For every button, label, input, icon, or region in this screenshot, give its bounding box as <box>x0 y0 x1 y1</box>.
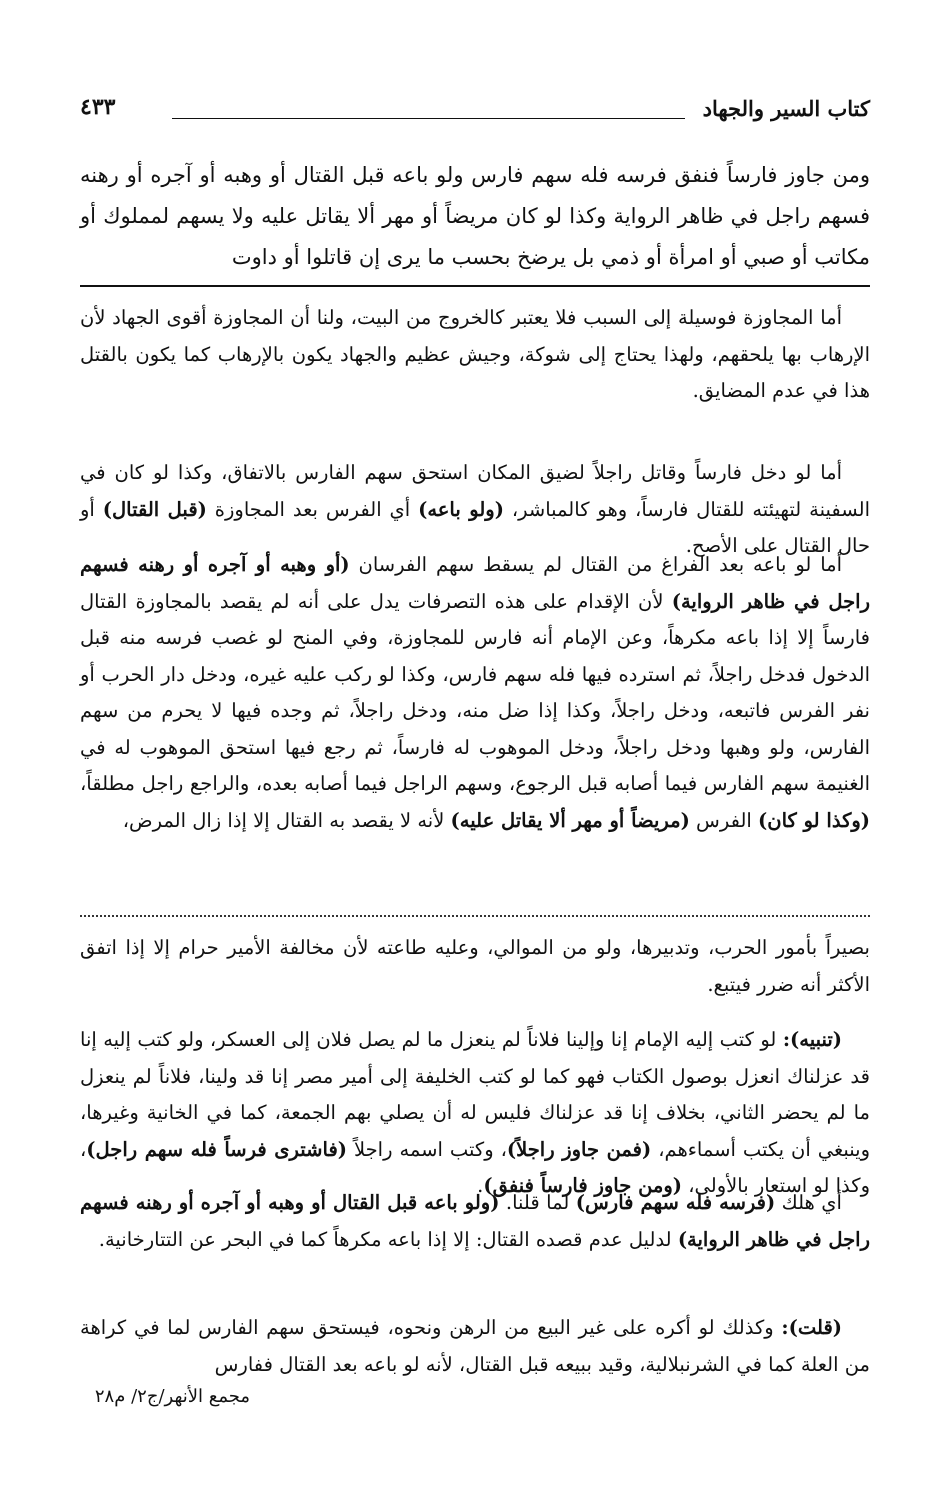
commentary-paragraph-3 <box>80 547 870 839</box>
main-text-block <box>80 155 870 278</box>
text-run: ، وكتب اسمه راجلاً <box>347 1137 507 1161</box>
text-run: لأنه لا يقصد به القتال إلا إذا زال المرض، <box>122 808 451 832</box>
quoted-matn: (قبل القتال) <box>102 497 207 521</box>
commentary-text-1: أما المجاوزة فوسيلة إلى السبب فلا يعتبر كالخروج من البيت، ولنا أن المجاوزة أقوى الجهاد لأن الإرهاب بها يلحقهم، ولهذا يحتاج إلى شوكة، وجيش عظيم والجهاد يكون بالإرهاب كما يكون بالقتل هذا في عدم المضايق. <box>80 306 870 402</box>
signature-text: مجمع الأنهر/ج٢/ م٢٨ <box>94 1386 250 1407</box>
page-number: ٤٣٣ <box>80 94 116 120</box>
quoted-matn: (ولو باعه) <box>418 497 504 521</box>
text-run: لدليل عدم قصده القتال: إلا إذا باعه مكرهاً كما في البحر عن التتارخانية. <box>98 1227 678 1251</box>
main-text-separator <box>80 285 870 287</box>
commentary-paragraph-1 <box>80 300 870 410</box>
text-run: ، وكذا لو استعار بالأولى، <box>80 1137 870 1197</box>
chapter-title: كتاب السير والجهاد <box>702 96 870 121</box>
footnote-text-3 <box>80 1185 870 1258</box>
text-run: أي هلك <box>775 1191 842 1214</box>
text-run: أما لو باعه بعد الفراغ من القتال لم يسقط سهم الفرسان <box>349 553 843 576</box>
running-header <box>80 92 870 132</box>
signature-line <box>80 1384 870 1410</box>
footnote-paragraph-1 <box>80 930 870 1003</box>
footnote-paragraph-2 <box>80 1022 870 1205</box>
quoted-matn: (مريضاً أو مهر ألا يقاتل عليه) <box>450 808 690 832</box>
quoted-matn: (وكذا لو كان) <box>758 808 870 832</box>
commentary-text-3 <box>80 547 870 839</box>
text-run: وكذلك لو أكره على غير البيع من الرهن ونحوه، فيستحق سهم الفارس لما في كراهة من العلة كما في الشرنبلالية، وقيد ببيعه قبل القتال، لأنه لو باعه بعد القتال ففارس <box>80 1316 870 1376</box>
text-run: الفرس <box>689 808 759 832</box>
quoted-matn: (فرسه فله سهم فارس) <box>575 1191 776 1214</box>
text-run: . <box>477 1174 484 1197</box>
note-label: (قلت): <box>781 1316 842 1339</box>
text-run: لو كتب إليه الإمام إنا وإلينا فلاناً لم ينعزل ما لم يصل فلان إلى العسكر، ولو كتب إليه إنا قد عزلناك انعزل بوصول الكتاب فهو كما لو كتب الخليفة إلى أمير مصر إنا قد ولينا، فلاناً لم ينعزل ما لم يحضر الثاني، بخلاف إنا قد عزلناك فليس له أن يصلي بهم الجمعة، كما في الخانية وغيرها، وينبغي أن يكتب أسماءهم، <box>80 1028 870 1161</box>
note-label: (تنبيه): <box>782 1028 842 1051</box>
footnote-text-1: بصيراً بأمور الحرب، وتدبيرها، ولو من الموالي، وعليه طاعته لأن مخالفة الأمير حرام إلا إذا اتفق الأكثر أنه ضرر فيتبع. <box>80 936 870 996</box>
footnote-paragraph-4 <box>80 1310 870 1383</box>
header-rule <box>172 118 685 119</box>
footnote-text-4 <box>80 1310 870 1383</box>
text-run: أما لو دخل فارساً وقاتل راجلاً لضيق المكان استحق سهم الفارس بالاتفاق، وكذا لو كان في السفينة لتهيئته للقتال فارساً، وهو كالمباشر، <box>80 461 870 521</box>
main-text: ومن جاوز فارساً فنفق فرسه فله سهم فارس ولو باعه قبل القتال أو وهبه أو آجره أو رهنه فسهم راجل في ظاهر الرواية وكذا لو كان مريضاً أو مهر ألا يقاتل عليه ولا يسهم لمملوك أو مكاتب أو صبي أو امرأة أو ذمي بل يرضخ بحسب ما يرى إن قاتلوا أو داوت <box>80 163 870 269</box>
footnote-paragraph-3 <box>80 1185 870 1258</box>
quoted-matn: (فمن جاوز راجلاً) <box>506 1137 652 1161</box>
text-run: لأن الإقدام على هذه التصرفات يدل على أنه لم يقصد بالمجاوزة القتال فارساً إلا إذا باعه مكرهاً، وعن الإمام أنه فارس للمجاوزة، وفي المنح لو غصب فرسه منه قبل الدخول فدخل راجلاً، ثم استرده فيها فله سهم فارس، وكذا لو ركب عليه غيره، ودخل دار الحرب أو نفر الفرس فاتبعه، ودخل راجلاً، وكذا إذا ضل منه، ودخل راجلاً، ثم وجده فيها لا يحرم من سهم الفارس، ولو وهبها ودخل راجلاً، ودخل الموهوب له فارساً، ثم رجع فيها استحق الموهوب له في الغنيمة سهم الفارس فيما أصابه قبل الرجوع، وسهم الراجل فيما أصابه بعده، والراجع راجل مطلقاً، <box>80 589 870 795</box>
quoted-matn: (ولو باعه قبل القتال أو وهبه أو آجره أو رهنه فسهم راجل في ظاهر الرواية) <box>80 1191 870 1251</box>
dotted-separator <box>80 915 870 917</box>
quoted-matn: (ومن جاوز فارساً فنفق) <box>483 1174 683 1197</box>
text-run: أو حال القتال على الأصح. <box>80 497 870 557</box>
text-run: لما قلنا. <box>499 1191 576 1214</box>
text-run: أي الفرس بعد المجاوزة <box>206 497 419 521</box>
quoted-matn: (أو وهبه أو آجره أو رهنه فسهم راجل في ظاهر الرواية) <box>80 553 871 613</box>
quoted-matn: (فاشترى فرساً فله سهم راجل) <box>86 1137 348 1161</box>
footnote-text-2 <box>80 1022 870 1205</box>
